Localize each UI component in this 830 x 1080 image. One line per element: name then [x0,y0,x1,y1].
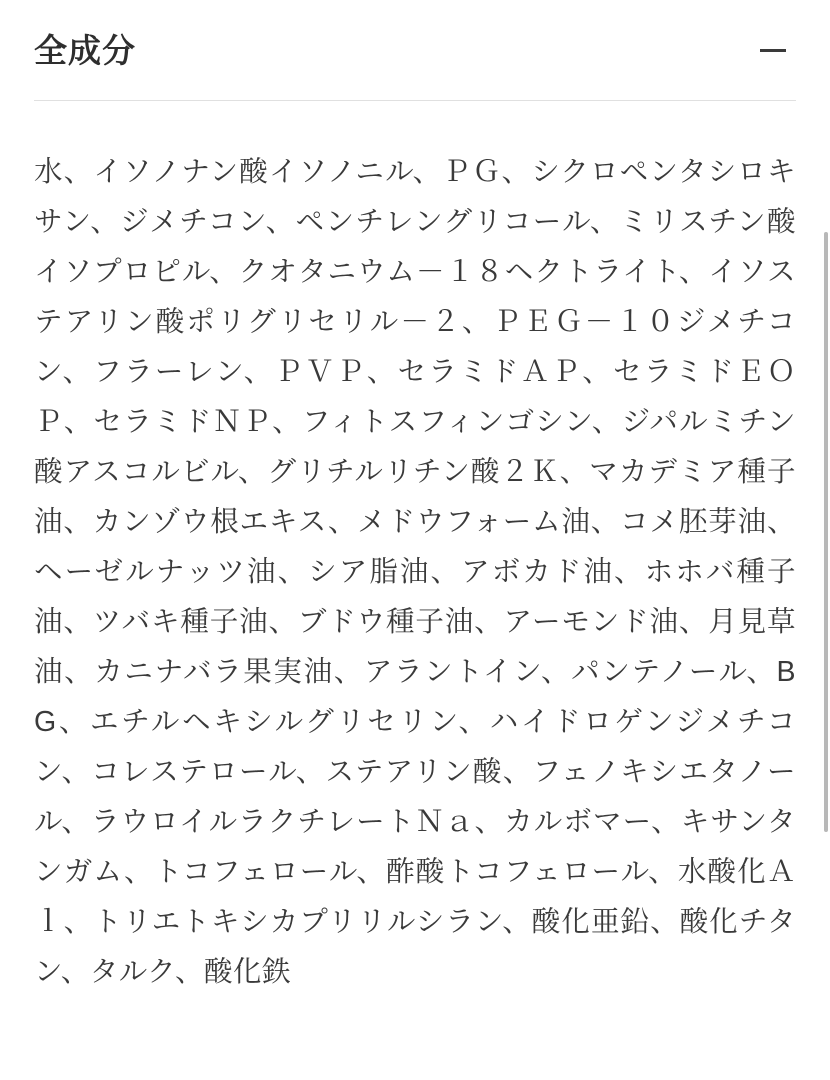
scrollbar-thumb[interactable] [824,232,828,832]
ingredients-list-text: 水、イソノナン酸イソノニル、ＰＧ、シクロペンタシロキサン、ジメチコン、ペンチレングリコール、ミリスチン酸イソプロピル、クオタニウム－１８ヘクトライト、イソステアリン酸ポリグリセリル－２、ＰＥＧ－１０ジメチコン、フラーレン、ＰＶＰ、セラミドＡＰ、セラミドＥＯＰ、セラミドＮＰ、フィトスフィンゴシン、ジパルミチン酸アスコルビル、グリチルリチン酸２Ｋ、マカデミア種子油、カンゾウ根エキス、メドウフォーム油、コメ胚芽油、ヘーゼルナッツ油、シア脂油、アボカド油、ホホバ種子油、ツバキ種子油、ブドウ種子油、アーモンド油、月見草油、カニナバラ果実油、アラントイン、パンテノール、BG、エチルヘキシルグリセリン、ハイドロゲンジメチコン、コレステロール、ステアリン酸、フェノキシエタノール、ラウロイルラクチレートＮａ、カルボマー、キサンタンガム、トコフェロール、酢酸トコフェロール、水酸化Ａｌ、トリエトキシカプリリルシラン、酸化亜鉛、酸化チタン、タルク、酸化鉄 [34,156,796,988]
collapse-toggle-button[interactable] [750,27,796,73]
page-title: 全成分 [34,31,136,69]
minus-icon [760,49,786,52]
page-scrollbar[interactable] [823,0,830,1080]
ingredients-body [0,101,830,997]
section-header[interactable] [0,0,830,100]
